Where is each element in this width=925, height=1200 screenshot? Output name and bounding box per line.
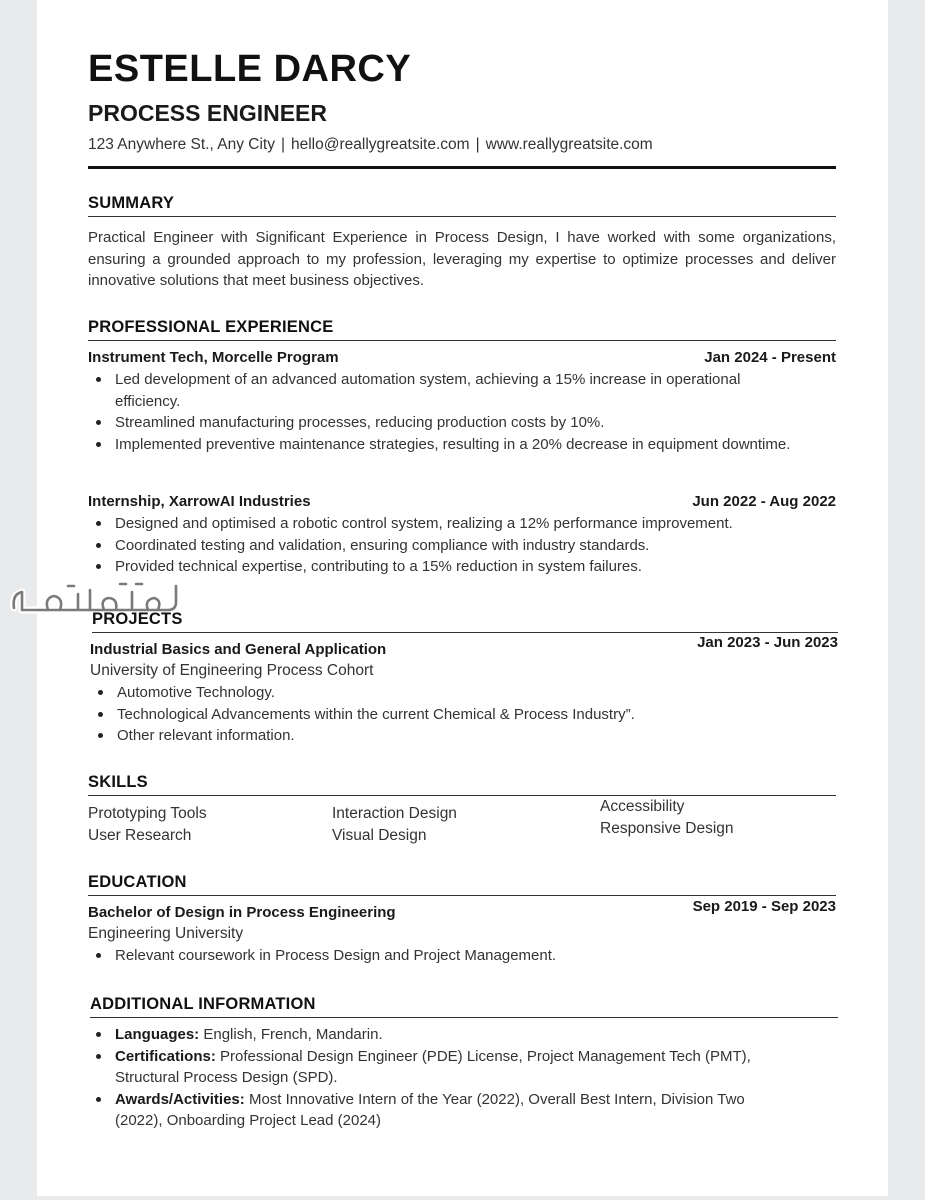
- section-heading-education: EDUCATION: [88, 873, 187, 891]
- list-item: Relevant coursework in Process Design and Project Management.: [88, 945, 836, 967]
- list-item: Automotive Technology.: [90, 682, 836, 704]
- skills-column-1: [88, 803, 207, 846]
- skills-column-2: [332, 803, 457, 846]
- item-text: English, French, Mandarin.: [203, 1026, 383, 1043]
- skill-item: Prototyping Tools: [88, 805, 207, 822]
- list-item: Provided technical expertise, contributing to a 15% reduction in system failures.: [88, 556, 836, 578]
- section-divider: [92, 632, 838, 633]
- job-dates: Jan 2024 - Present: [704, 349, 836, 366]
- summary-text: Practical Engineer with Significant Experience in Process Design, I have worked with some organizations, ensuring a grounded approach to my profession, leveraging my expertise to optimize processes and deliver innovative solutions that meet business objectives.: [88, 229, 836, 289]
- job-dates: Jun 2022 - Aug 2022: [692, 493, 836, 510]
- item-text: Most Innovative Intern of the Year (2022), Overall Best Intern, Division Two (2022), Onboarding Project Lead (2024): [115, 1090, 745, 1129]
- degree-title: Bachelor of Design in Process Engineering: [88, 904, 396, 921]
- header-divider: [88, 166, 836, 169]
- section-divider: [90, 1017, 838, 1018]
- list-item: Technological Advancements within the current Chemical & Process Industry”.: [90, 704, 836, 726]
- list-item: [88, 1089, 792, 1132]
- project-organization: University of Engineering Process Cohort: [90, 662, 374, 679]
- separator: |: [280, 136, 285, 153]
- list-item: Streamlined manufacturing processes, reducing production costs by 10%.: [88, 412, 808, 434]
- section-divider: [88, 340, 836, 341]
- item-label: Languages:: [115, 1026, 200, 1043]
- skill-item: Interaction Design: [332, 805, 457, 822]
- section-heading-additional: ADDITIONAL INFORMATION: [90, 995, 316, 1013]
- skill-item: User Research: [88, 826, 192, 844]
- candidate-name: ESTELLE DARCY: [88, 48, 412, 90]
- website-link[interactable]: www.reallygreatsite.com: [485, 136, 653, 153]
- section-divider: [88, 216, 836, 217]
- section-divider: [88, 895, 836, 896]
- additional-bullets: [88, 1024, 792, 1132]
- education-bullets: [88, 945, 836, 967]
- school-name: Engineering University: [88, 925, 244, 942]
- education-dates: Sep 2019 - Sep 2023: [692, 898, 836, 915]
- section-heading-summary: SUMMARY: [88, 194, 175, 212]
- section-heading-skills: SKILLS: [88, 773, 148, 791]
- item-label: Awards/Activities:: [115, 1090, 245, 1108]
- list-item: Led development of an advanced automation system, achieving a 15% increase in operational efficiency.: [88, 369, 808, 412]
- email-link[interactable]: hello@reallygreatsite.com: [291, 136, 470, 153]
- separator: |: [475, 136, 480, 153]
- skill-item: Accessibility: [600, 798, 685, 815]
- list-item: Designed and optimised a robotic control system, realizing a 12% performance improvement.: [88, 513, 836, 535]
- list-item: Implemented preventive maintenance strategies, resulting in a 20% decrease in equipment downtime.: [88, 434, 808, 456]
- skill-item: Visual Design: [332, 826, 427, 844]
- section-heading-projects: PROJECTS: [92, 610, 183, 628]
- job-bullets: [88, 369, 808, 455]
- item-text: Professional Design Engineer (PDE) License, Project Management Tech (PMT), Structural Process Design (SPD).: [115, 1047, 751, 1086]
- list-item: Other relevant information.: [90, 725, 836, 747]
- project-title: Industrial Basics and General Application: [90, 641, 387, 658]
- list-item: Coordinated testing and validation, ensuring compliance with industry standards.: [88, 535, 836, 557]
- job-title: Instrument Tech, Morcelle Program: [88, 349, 339, 366]
- project-dates: Jan 2023 - Jun 2023: [697, 634, 838, 651]
- contact-line: [88, 136, 653, 154]
- item-label: Certifications:: [115, 1047, 216, 1065]
- job-title: Internship, XarrowAI Industries: [88, 493, 311, 510]
- list-item: [88, 1024, 792, 1046]
- skills-column-3: [600, 796, 734, 839]
- list-item: [88, 1046, 792, 1089]
- section-heading-experience: PROFESSIONAL EXPERIENCE: [88, 318, 334, 336]
- job-role: PROCESS ENGINEER: [88, 100, 327, 126]
- project-bullets: [90, 682, 836, 747]
- skill-item: Responsive Design: [600, 819, 734, 837]
- job-bullets: [88, 513, 836, 578]
- address: 123 Anywhere St., Any City: [88, 136, 275, 153]
